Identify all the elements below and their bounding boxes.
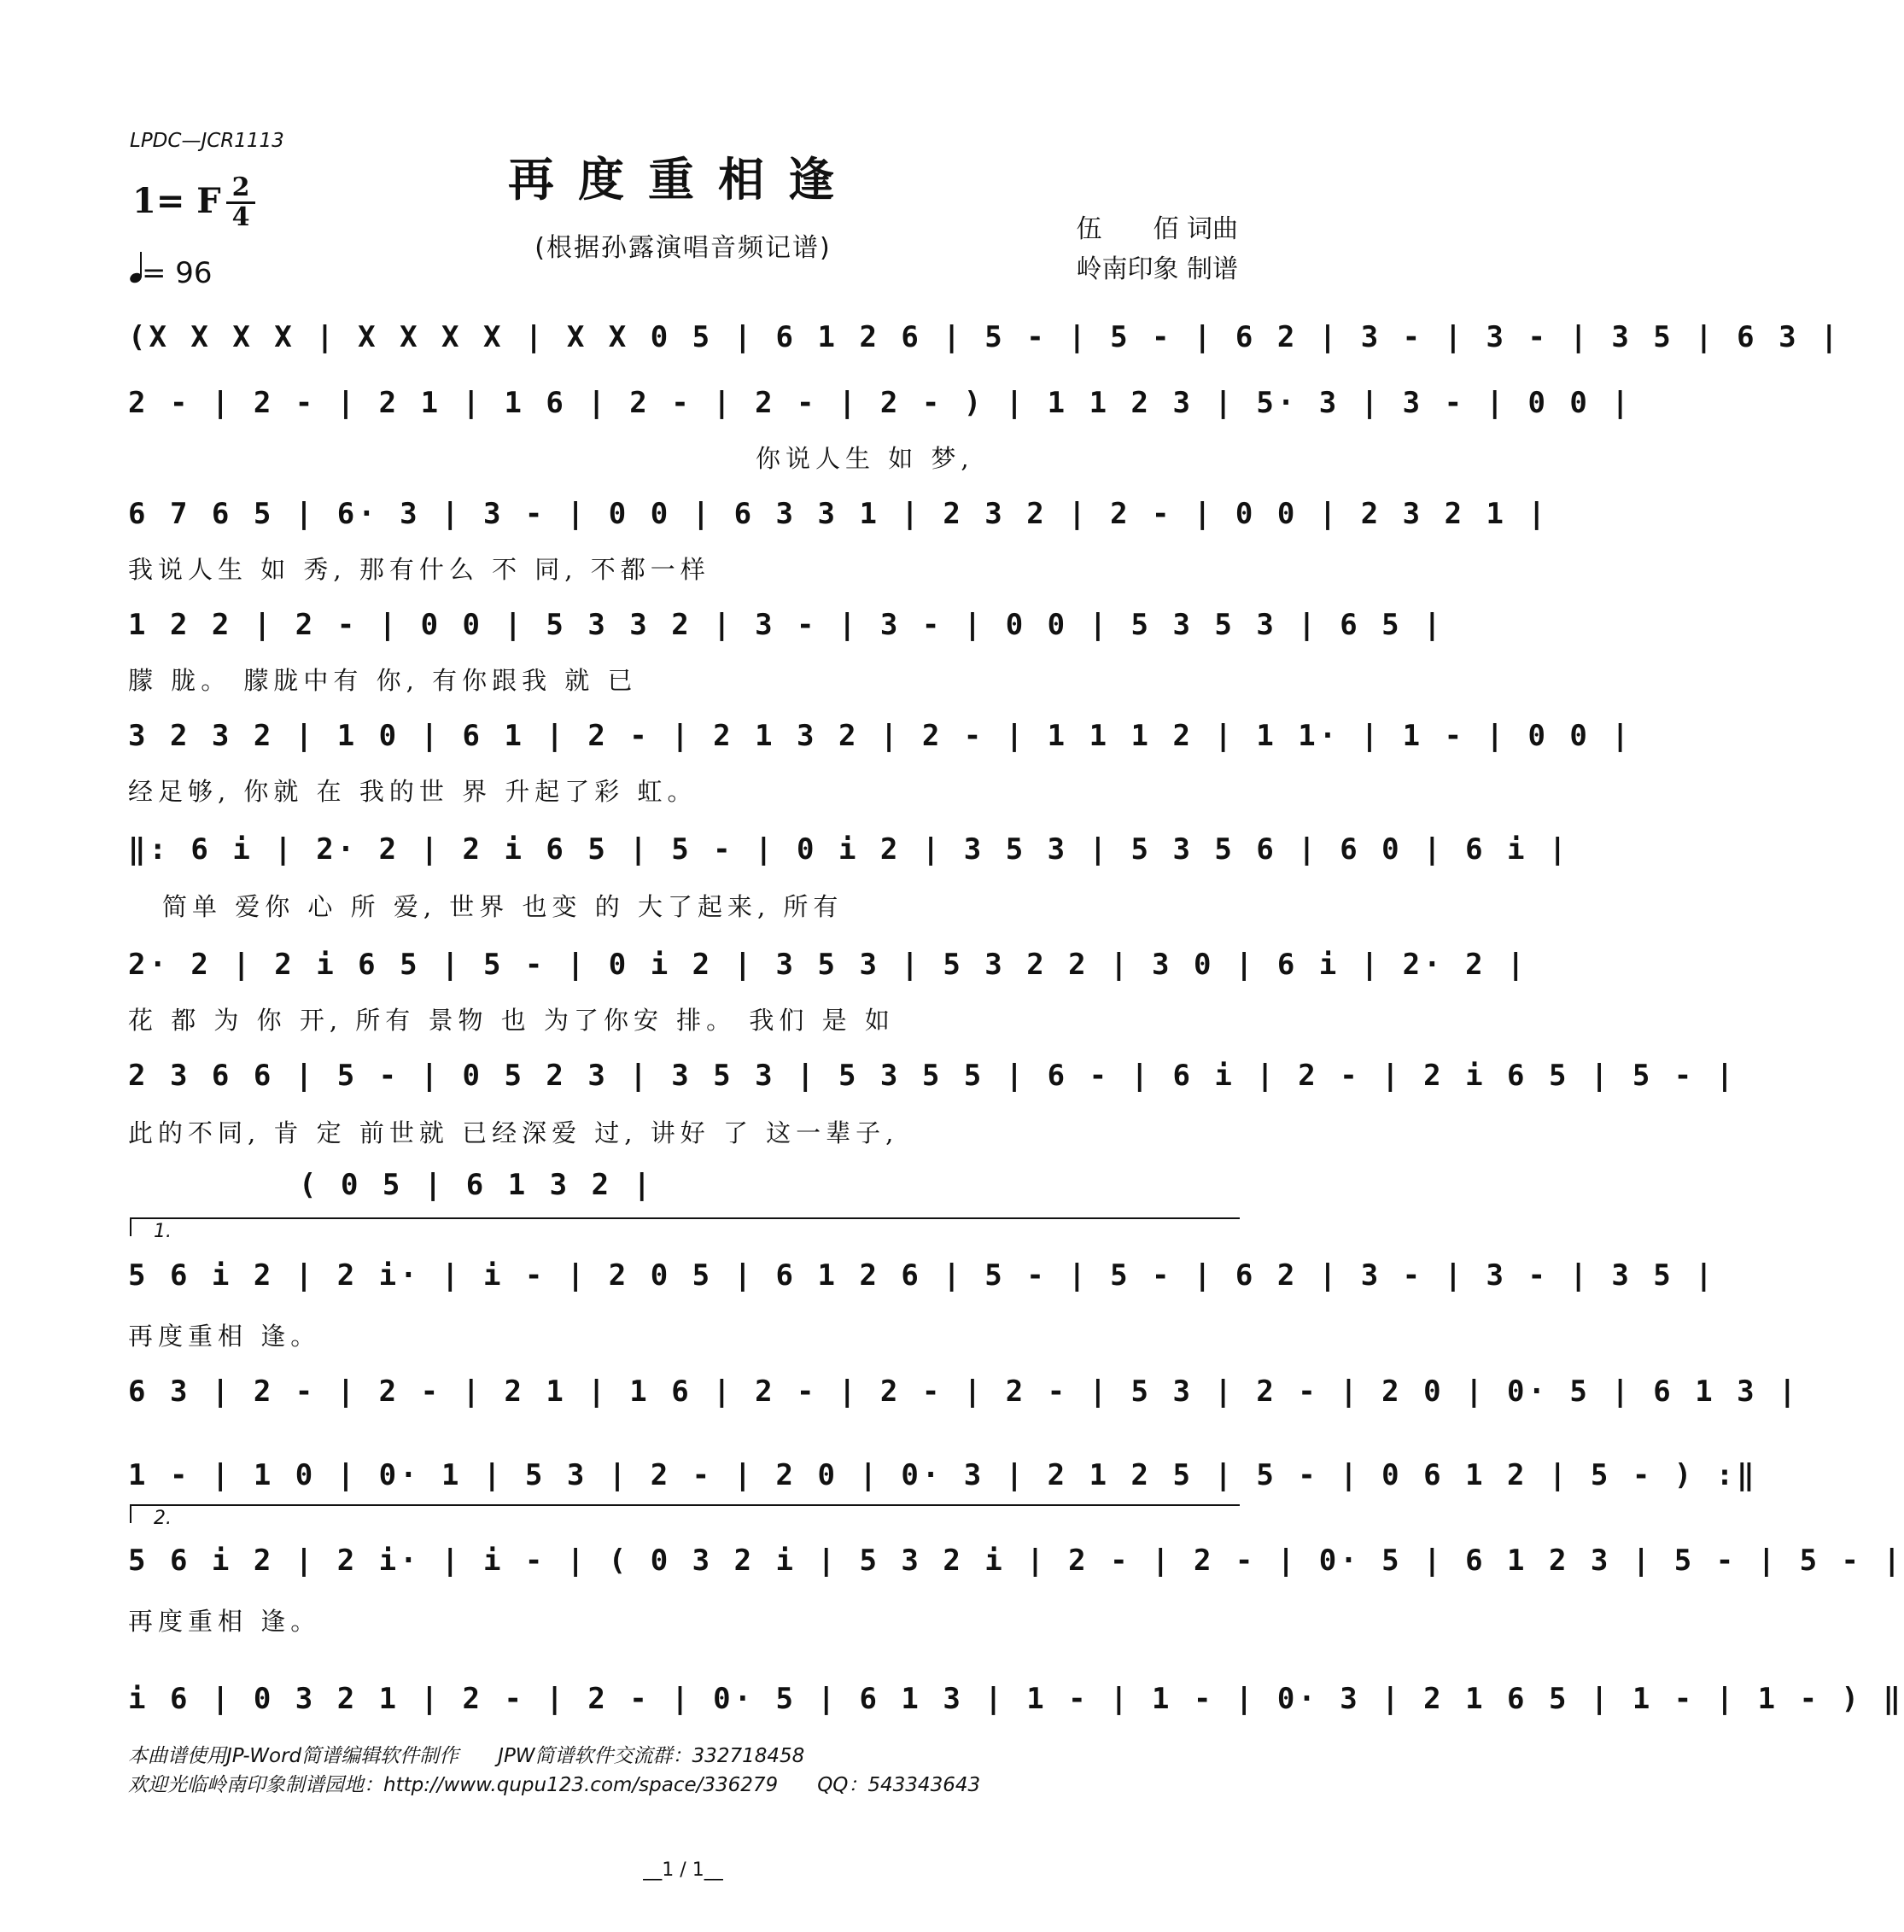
song-subtitle: (根据孙露演唱音频记谱)	[534, 233, 832, 263]
score-line: 5 6 i 2 | 2 i· | i - | ( 0 3 2 i | 5 3 2 i | 2 - | 2 - | 0· 5 | 6 1 2 3 | 5 - | 5 - |	[128, 1544, 1904, 1578]
first-ending-label: 1.	[154, 1221, 172, 1242]
lyric-line: 再度重相 逢。	[128, 1322, 321, 1351]
song-title: 再度重相逢	[508, 152, 858, 207]
score-line: 1 - | 1 0 | 0· 1 | 5 3 | 2 - | 2 0 | 0· 3 | 2 1 2 5 | 5 - | 0 6 1 2 | 5 - ) :‖	[128, 1458, 1758, 1492]
lyric-line: 你说人生 如 梦,	[756, 444, 974, 473]
key-signature: 1= F	[132, 181, 221, 221]
arranger-credit: 岭南印象 制谱	[1076, 254, 1238, 284]
tempo-value: = 96	[142, 256, 213, 290]
score-line: 2 - | 2 - | 2 1 | 1 6 | 2 - | 2 - | 2 - ) | 1 1 2 3 | 5· 3 | 3 - | 0 0 |	[128, 386, 1632, 420]
lyric-line: 花 都 为 你 开, 所有 景物 也 为了你安 排。 我们 是 如	[128, 1006, 895, 1035]
time-signature	[226, 172, 255, 232]
score-line: 1 2 2 | 2 - | 0 0 | 5 3 3 2 | 3 - | 3 - | 0 0 | 5 3 5 3 | 6 5 |	[128, 608, 1445, 642]
page-number: __1 / 1__	[643, 1859, 723, 1881]
quarter-note-stem	[140, 252, 142, 277]
tempo-marking	[130, 256, 213, 290]
score-line: ( 0 5 | 6 1 3 2 |	[299, 1168, 654, 1202]
score-line: ‖: 6 i | 2· 2 | 2 i 6 5 | 5 - | 0 i 2 | 3 5 3 | 5 3 5 6 | 6 0 | 6 i |	[128, 832, 1570, 867]
second-ending-label: 2.	[154, 1508, 172, 1529]
footer-credit-software: 本曲谱使用JP-Word简谱编辑软件制作 JPW简谱软件交流群：332718458	[128, 1745, 805, 1767]
lyric-line: 再度重相 逢。	[128, 1607, 321, 1636]
score-code: LPDC—JCR1113	[130, 130, 284, 152]
first-ending-bracket	[130, 1217, 1240, 1236]
score-line: 6 7 6 5 | 6· 3 | 3 - | 0 0 | 6 3 3 1 | 2 3 2 | 2 - | 0 0 | 2 3 2 1 |	[128, 497, 1549, 531]
lyric-line: 朦 胧。 朦胧中有 你, 有你跟我 就 已	[128, 666, 638, 695]
score-line: 3 2 3 2 | 1 0 | 6 1 | 2 - | 2 1 3 2 | 2 - | 1 1 1 2 | 1 1· | 1 - | 0 0 |	[128, 719, 1632, 753]
lyric-line: 我说人生 如 秀, 那有什么 不 同, 不都一样	[128, 555, 710, 584]
score-line: 6 3 | 2 - | 2 - | 2 1 | 1 6 | 2 - | 2 - | 2 - | 5 3 | 2 - | 2 0 | 0· 5 | 6 1 3 |	[128, 1375, 1800, 1409]
score-line: 2 3 6 6 | 5 - | 0 5 2 3 | 3 5 3 | 5 3 5 5 | 6 - | 6 i | 2 - | 2 i 6 5 | 5 - |	[128, 1059, 1738, 1093]
score-line: (X X X X | X X X X | X X 0 5 | 6 1 2 6 | 5 - | 5 - | 6 2 | 3 - | 3 - | 3 5 | 6 3 |	[128, 320, 1842, 354]
lyric-line: 经足够, 你就 在 我的世 界 升起了彩 虹。	[128, 777, 698, 806]
score-line: i 6 | 0 3 2 1 | 2 - | 2 - | 0· 5 | 6 1 3 | 1 - | 1 - | 0· 3 | 2 1 6 5 | 1 - | 1 - ) ‖	[128, 1682, 1904, 1716]
footer-credit-site: 欢迎光临岭南印象制谱园地：http://www.qupu123.com/space/336279 QQ：543343643	[128, 1774, 981, 1796]
meter-top: 2	[231, 172, 250, 202]
score-line: 2· 2 | 2 i 6 5 | 5 - | 0 i 2 | 3 5 3 | 5 3 2 2 | 3 0 | 6 i | 2· 2 |	[128, 948, 1528, 982]
composer-credit: 伍 佰 词曲	[1076, 214, 1238, 244]
meter-bottom: 4	[231, 202, 250, 232]
score-line: 5 6 i 2 | 2 i· | i - | 2 0 5 | 6 1 2 6 | 5 - | 5 - | 6 2 | 3 - | 3 - | 3 5 |	[128, 1258, 1716, 1293]
lyric-line: 简单 爱你 心 所 爱, 世界 也变 的 大了起来, 所有	[162, 892, 844, 921]
second-ending-bracket	[130, 1504, 1240, 1523]
lyric-line: 此的不同, 肯 定 前世就 已经深爱 过, 讲好 了 这一辈子,	[128, 1118, 899, 1147]
